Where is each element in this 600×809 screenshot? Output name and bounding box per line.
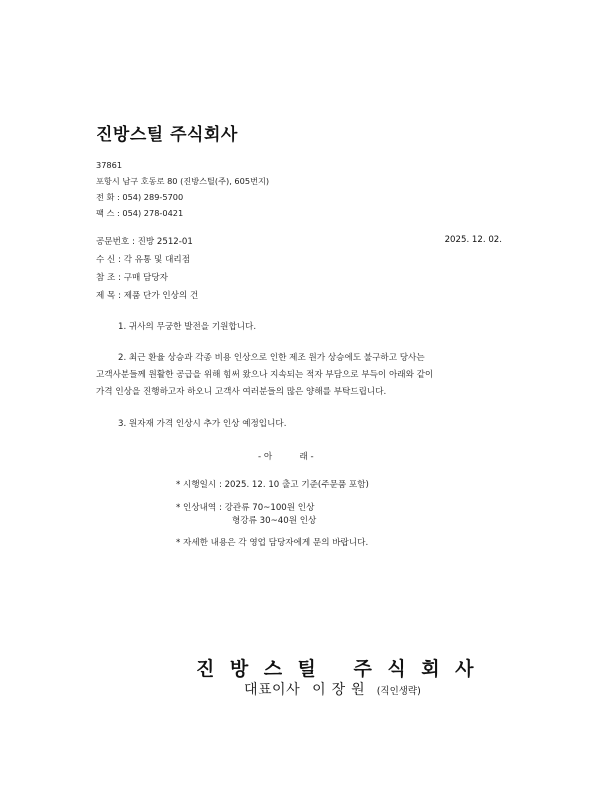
phone-number: 전 화 : 054) 289-5700 <box>96 192 184 202</box>
price-increase-details-2: 형강류 30~40원 인상 <box>232 516 317 526</box>
document-number: 공문번호 : 진방 2512-01 <box>96 237 193 247</box>
paragraph-2-line-2: 고객사분들께 원활한 공급을 위해 힘써 왔으나 지속되는 적자 부담으로 부득이 아래와 같이 <box>96 370 434 380</box>
seal-omitted-note: (직인생략) <box>376 686 421 697</box>
paragraph-3: 3. 원자재 가격 인상시 추가 인상 예정입니다. <box>118 419 287 429</box>
price-increase-details: * 인상내역 : 강관류 70~100원 인상 <box>176 503 315 513</box>
reference: 참 조 : 구매 담당자 <box>96 273 168 283</box>
postal-code: 37861 <box>96 160 123 170</box>
effective-date: * 시행일시 : 2025. 12. 10 출고 기준(주문품 포함) <box>176 480 369 490</box>
subject: 제 목 : 제품 단가 인상의 건 <box>96 291 199 301</box>
company-address: 포항시 남구 호동로 80 (진방스틸(주), 605번지) <box>96 176 270 186</box>
company-name: 진방스틸 주식회사 <box>96 125 238 145</box>
representative-name: 이장원 <box>312 682 371 698</box>
document-date: 2025. 12. 02. <box>444 235 502 245</box>
paragraph-2-line-3: 가격 인상을 진행하고자 하오니 고객사 여러분들의 많은 양해를 부탁드립니다. <box>96 387 387 397</box>
representative-title: 대표이사 <box>244 682 301 698</box>
contact-note: * 자세한 내용은 각 영업 담당자에게 문의 바랍니다. <box>176 538 369 548</box>
fax-number: 팩 스 : 054) 278-0421 <box>96 208 184 218</box>
paragraph-1: 1. 귀사의 무궁한 발전을 기원합니다. <box>118 322 257 332</box>
notice-heading: - 아 래 - <box>258 452 314 462</box>
signature-line <box>244 679 421 699</box>
signature-company: 진방스틸 주식회사 <box>196 658 489 680</box>
paragraph-2-line-1: 2. 최근 환율 상승과 각종 비용 인상으로 인한 제조 원가 상승에도 불구하고 당사는 <box>118 353 425 363</box>
recipient: 수 신 : 각 유통 및 대리점 <box>96 255 191 265</box>
